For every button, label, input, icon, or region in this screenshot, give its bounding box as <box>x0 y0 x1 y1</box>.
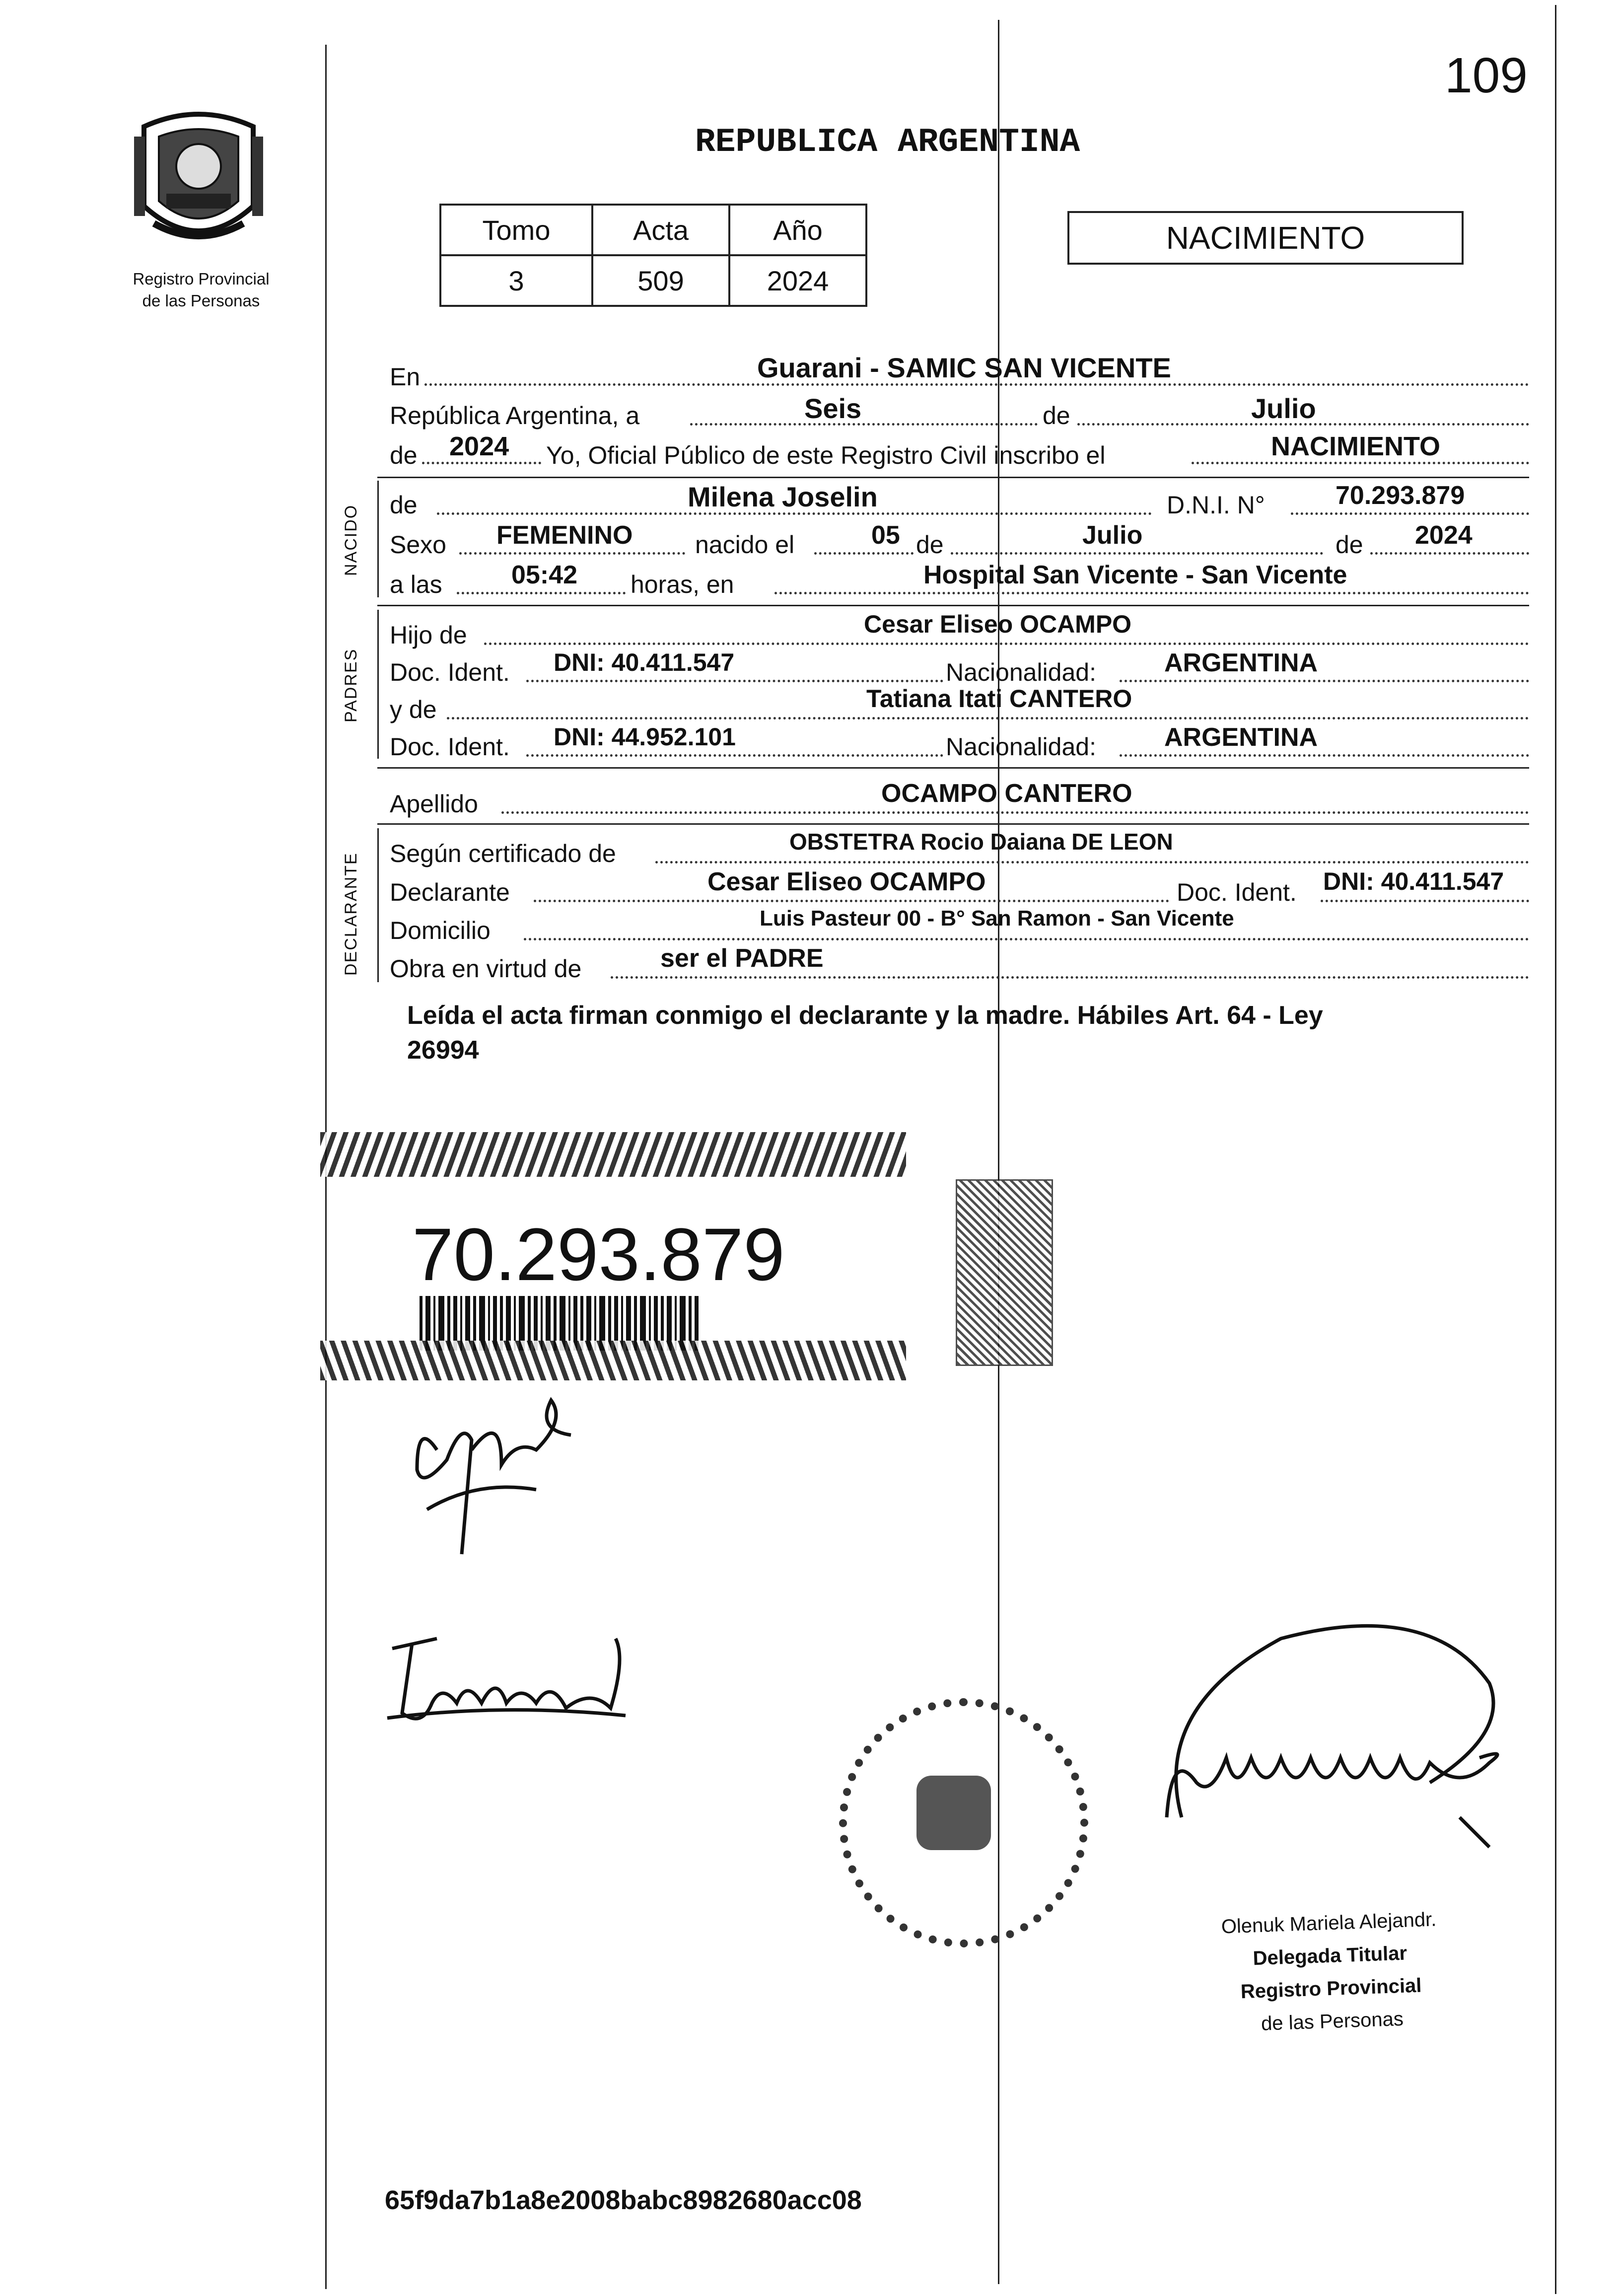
father-nat-dots <box>1120 680 1529 682</box>
domicilio-value: Luis Pasteur 00 - B° San Ramon - San Vicente <box>760 906 1234 931</box>
country-title: REPUBLICA ARGENTINA <box>695 123 1080 161</box>
statement-dots <box>1192 462 1529 464</box>
day-dots <box>690 423 1038 426</box>
obra-value: ser el PADRE <box>660 944 824 973</box>
en-label: En <box>390 363 421 391</box>
en-value: Guarani - SAMIC SAN VICENTE <box>757 352 1171 383</box>
closing-line2: 26994 <box>407 1036 479 1065</box>
act-type-text: NACIMIENTO <box>1166 220 1365 256</box>
mother-dots <box>447 717 1529 719</box>
nacido-el-label: nacido el <box>695 531 795 559</box>
birth-de-label: de <box>916 531 944 559</box>
domicilio-dots <box>524 938 1529 940</box>
mother-name: Tatiana Itati CANTERO <box>866 685 1132 713</box>
acta-header: Acta <box>592 205 729 255</box>
official-name: Olenuk Mariela Alejandr. <box>1221 1908 1437 1938</box>
registry-label-line2: de las Personas <box>142 291 260 310</box>
republica-label: República Argentina, a <box>390 402 640 430</box>
year-value: 2024 <box>449 431 509 461</box>
act-type-box <box>1067 211 1464 265</box>
separator-4 <box>377 823 1529 825</box>
horas-label: horas, en <box>631 571 734 598</box>
obra-label: Obra en virtud de <box>390 955 582 983</box>
padres-section-label: PADRES <box>342 648 360 722</box>
closing-line1: Leída el acta firman conmigo el declarante y la madre. Hábiles Art. 64 - Ley <box>407 1001 1323 1030</box>
apellido-label: Apellido <box>390 790 478 818</box>
registry-label-line1: Registro Provincial <box>133 270 270 288</box>
domicilio-label: Domicilio <box>390 917 491 944</box>
official-title: Delegada Titular <box>1252 1942 1407 1970</box>
birth-place: Hospital San Vicente - San Vicente <box>923 561 1347 589</box>
nacido-de-label: de <box>390 491 418 519</box>
de-year-label: de <box>390 441 418 469</box>
nacido-bracket <box>377 481 379 597</box>
official-registry-2: de las Personas <box>1261 2008 1404 2035</box>
statement-text: Yo, Oficial Público de este Registro Civil inscribo el <box>546 441 1106 469</box>
apellido-dots <box>501 811 1529 814</box>
official-registry: Registro Provincial <box>1240 1974 1422 2003</box>
mother-signature-icon <box>377 1629 635 1743</box>
page-number: 109 <box>1445 48 1528 103</box>
tomo-acta-ano-table <box>439 204 867 307</box>
declarante-label: Declarante <box>390 878 510 906</box>
birth-month-dots <box>951 552 1323 555</box>
official-signature-icon <box>1082 1609 1559 1897</box>
day-value: Seis <box>804 393 862 424</box>
birth-time: 05:42 <box>511 561 577 589</box>
baby-dni: 70.293.879 <box>1336 481 1465 510</box>
official-round-seal-icon <box>839 1698 1088 1947</box>
dni-label: D.N.I. N° <box>1167 491 1265 519</box>
registry-label <box>112 268 290 312</box>
mother-dni: DNI: 44.952.101 <box>554 723 736 751</box>
cert-label: Según certificado de <box>390 840 616 867</box>
mother-nat-dots <box>1120 754 1529 757</box>
year-dots <box>422 462 541 464</box>
a-las-label: a las <box>390 571 442 598</box>
time-dots <box>457 592 626 594</box>
father-signature-icon <box>387 1390 576 1559</box>
cert-value: OBSTETRA Rocio Daiana DE LEON <box>789 829 1173 855</box>
mother-nat-label: Nacionalidad: <box>946 733 1096 761</box>
father-nat-label: Nacionalidad: <box>946 658 1096 686</box>
hijo-label: Hijo de <box>390 621 467 649</box>
baby-name: Milena Joselin <box>688 481 878 512</box>
apellido-value: OCAMPO CANTERO <box>881 779 1132 808</box>
declarante-bracket <box>377 828 379 982</box>
sexo-dots <box>459 552 685 555</box>
de-month-label: de <box>1043 402 1070 430</box>
birth-year: 2024 <box>1415 521 1473 550</box>
obra-dots <box>611 976 1529 979</box>
father-dots <box>484 643 1529 645</box>
declarante-value: Cesar Eliseo OCAMPO <box>707 867 986 896</box>
mother-doc-label: Doc. Ident. <box>390 733 510 761</box>
security-hologram-icon <box>956 1179 1053 1366</box>
sexo-value: FEMENINO <box>496 521 633 550</box>
separator-1 <box>377 477 1529 478</box>
father-nationality: ARGENTINA <box>1164 648 1318 677</box>
acta-value: 509 <box>592 255 729 306</box>
declarante-doc-label: Doc. Ident. <box>1177 878 1297 906</box>
father-dni: DNI: 40.411.547 <box>554 648 735 676</box>
birth-year-dots <box>1370 552 1529 555</box>
official-stamp-text <box>1160 1901 1502 2044</box>
y-de-label: y de <box>390 696 437 723</box>
sexo-label: Sexo <box>390 531 446 559</box>
father-doc-dots <box>526 680 943 682</box>
nacido-section-label: NACIDO <box>342 504 360 576</box>
label-number: 70.293.879 <box>412 1213 785 1296</box>
ano-value: 2024 <box>729 255 866 306</box>
right-border-line <box>1555 5 1556 2294</box>
security-r-pattern-top-icon <box>320 1132 906 1177</box>
separator-2 <box>377 605 1529 606</box>
father-name: Cesar Eliseo OCAMPO <box>864 610 1132 638</box>
birth-de2-label: de <box>1336 531 1363 559</box>
security-r-pattern-bottom-icon <box>320 1341 906 1380</box>
father-doc-label: Doc. Ident. <box>390 658 510 686</box>
document-hash: 65f9da7b1a8e2008babc8982680acc08 <box>385 2185 862 2215</box>
ano-header: Año <box>729 205 866 255</box>
provincia-de-misiones-seal-icon <box>124 107 273 256</box>
cert-dots <box>655 861 1529 863</box>
place-dots <box>774 592 1529 594</box>
tomo-value: 3 <box>440 255 592 306</box>
declarante-doc-dots <box>1321 900 1529 902</box>
declarante-section-label: DECLARANTE <box>342 852 360 976</box>
tomo-header: Tomo <box>440 205 592 255</box>
birth-day-dots <box>814 552 914 555</box>
month-value: Julio <box>1251 393 1316 424</box>
birth-day: 05 <box>871 521 900 550</box>
mother-doc-dots <box>526 754 943 757</box>
padres-bracket <box>377 610 379 759</box>
declarante-dots <box>534 900 1169 902</box>
declarante-doc-value: DNI: 40.411.547 <box>1323 867 1504 895</box>
separator-3 <box>377 767 1529 769</box>
birth-month: Julio <box>1082 521 1143 550</box>
barcode-label <box>320 1132 906 1380</box>
mother-nationality: ARGENTINA <box>1164 723 1318 752</box>
statement-value: NACIMIENTO <box>1271 431 1441 461</box>
dni-dots <box>1291 512 1529 515</box>
